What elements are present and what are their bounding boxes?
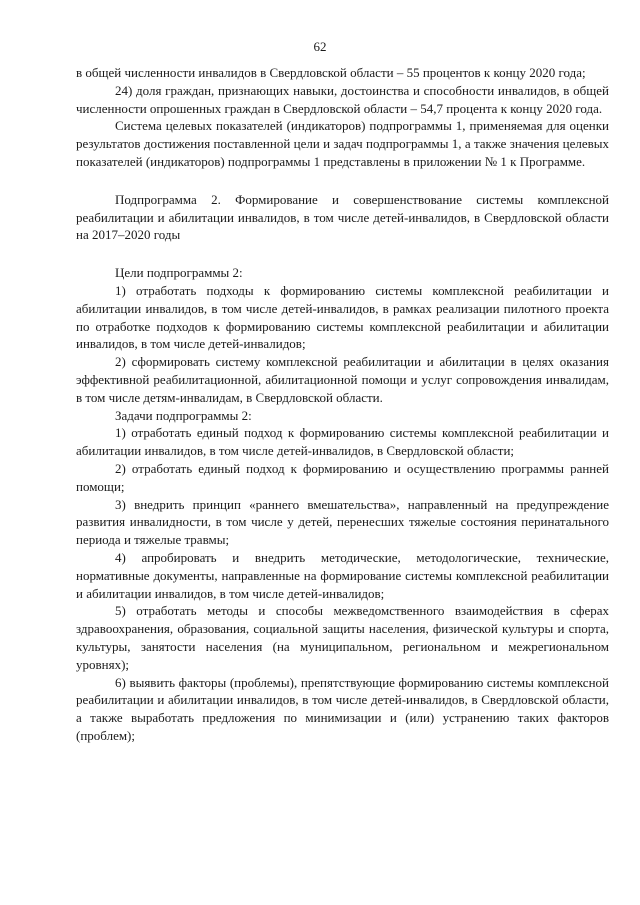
- paragraph: 2) сформировать систему комплексной реабилитации и абилитации в целях оказания эффективной реабилитационной, абилитационной помощи и услуг сопровождения инвалидам, в том числе детям-инвалидам, в Свердловской области.: [76, 354, 609, 405]
- paragraph: 24) доля граждан, признающих навыки, достоинства и способности инвалидов, в общей численности опрошенных граждан в Свердловской области – 54,7 процента к концу 2020 года.: [76, 82, 609, 116]
- paragraph-gap: [76, 171, 609, 191]
- paragraph: Задачи подпрограммы 2:: [115, 407, 252, 423]
- paragraph: 4) апробировать и внедрить методические, методологические, технические, нормативные документы, направленные на формирование системы комплексной реабилитации и абилитации инвалидов, в том числе детей-инвалидов;: [76, 549, 609, 601]
- paragraph: 1) отработать подходы к формированию системы комплексной реабилитации и абилитации инвалидов, в том числе детей-инвалидов, в рамках реализации пилотного проекта по отработке подходов к формированию системы комплексной реабилитации и абилитации инвалидов, в том числе детей-инвалидов;: [76, 282, 609, 352]
- document-body: [76, 64, 609, 745]
- paragraph: Система целевых показателей (индикаторов) подпрограммы 1, применяемая для оценки результатов достижения поставленной цели и задач подпрограммы 1, а также значения целевых показателей (индикаторов) подпрограммы 1 представлены в приложении № 1 к Программе.: [76, 118, 609, 169]
- paragraph: 1) отработать единый подход к формированию системы комплексной реабилитации и абилитации инвалидов, в том числе детей-инвалидов, в Свердловской области;: [76, 425, 609, 459]
- paragraph: 2) отработать единый подход к формированию и осуществлению программы ранней помощи;: [76, 460, 609, 494]
- page-number: 62: [313, 39, 327, 54]
- paragraph: 6) выявить факторы (проблемы), препятствующие формированию системы комплексной реабилитации и абилитации инвалидов, в том числе детей-инвалидов, в Свердловской области, а также выработать предложения по минимизации и (или) устранению таких факторов (проблем);: [76, 674, 609, 743]
- paragraph: Цели подпрограммы 2:: [115, 265, 243, 281]
- paragraph-gap: [76, 244, 609, 264]
- paragraph: в общей численности инвалидов в Свердловской области – 55 процентов к концу 2020 года;: [76, 65, 586, 80]
- paragraph: 5) отработать методы и способы межведомственного взаимодействия в сферах здравоохранения, образования, социальной защиты населения, физической культуры и спорта, культуры, занятости населения (на муниципальном, региональном и межрегиональном уровнях);: [76, 603, 609, 672]
- paragraph: 3) внедрить принцип «раннего вмешательства», направленный на предупреждение развития инвалидности, в том числе у детей, перенесших тяжелые состояния перинатального периода и тяжелые травмы;: [76, 496, 609, 548]
- paragraph: Подпрограмма 2. Формирование и совершенствование системы комплексной реабилитации и абилитации инвалидов, в том числе детей-инвалидов, в Свердловской области на 2017–2020 годы: [76, 191, 609, 243]
